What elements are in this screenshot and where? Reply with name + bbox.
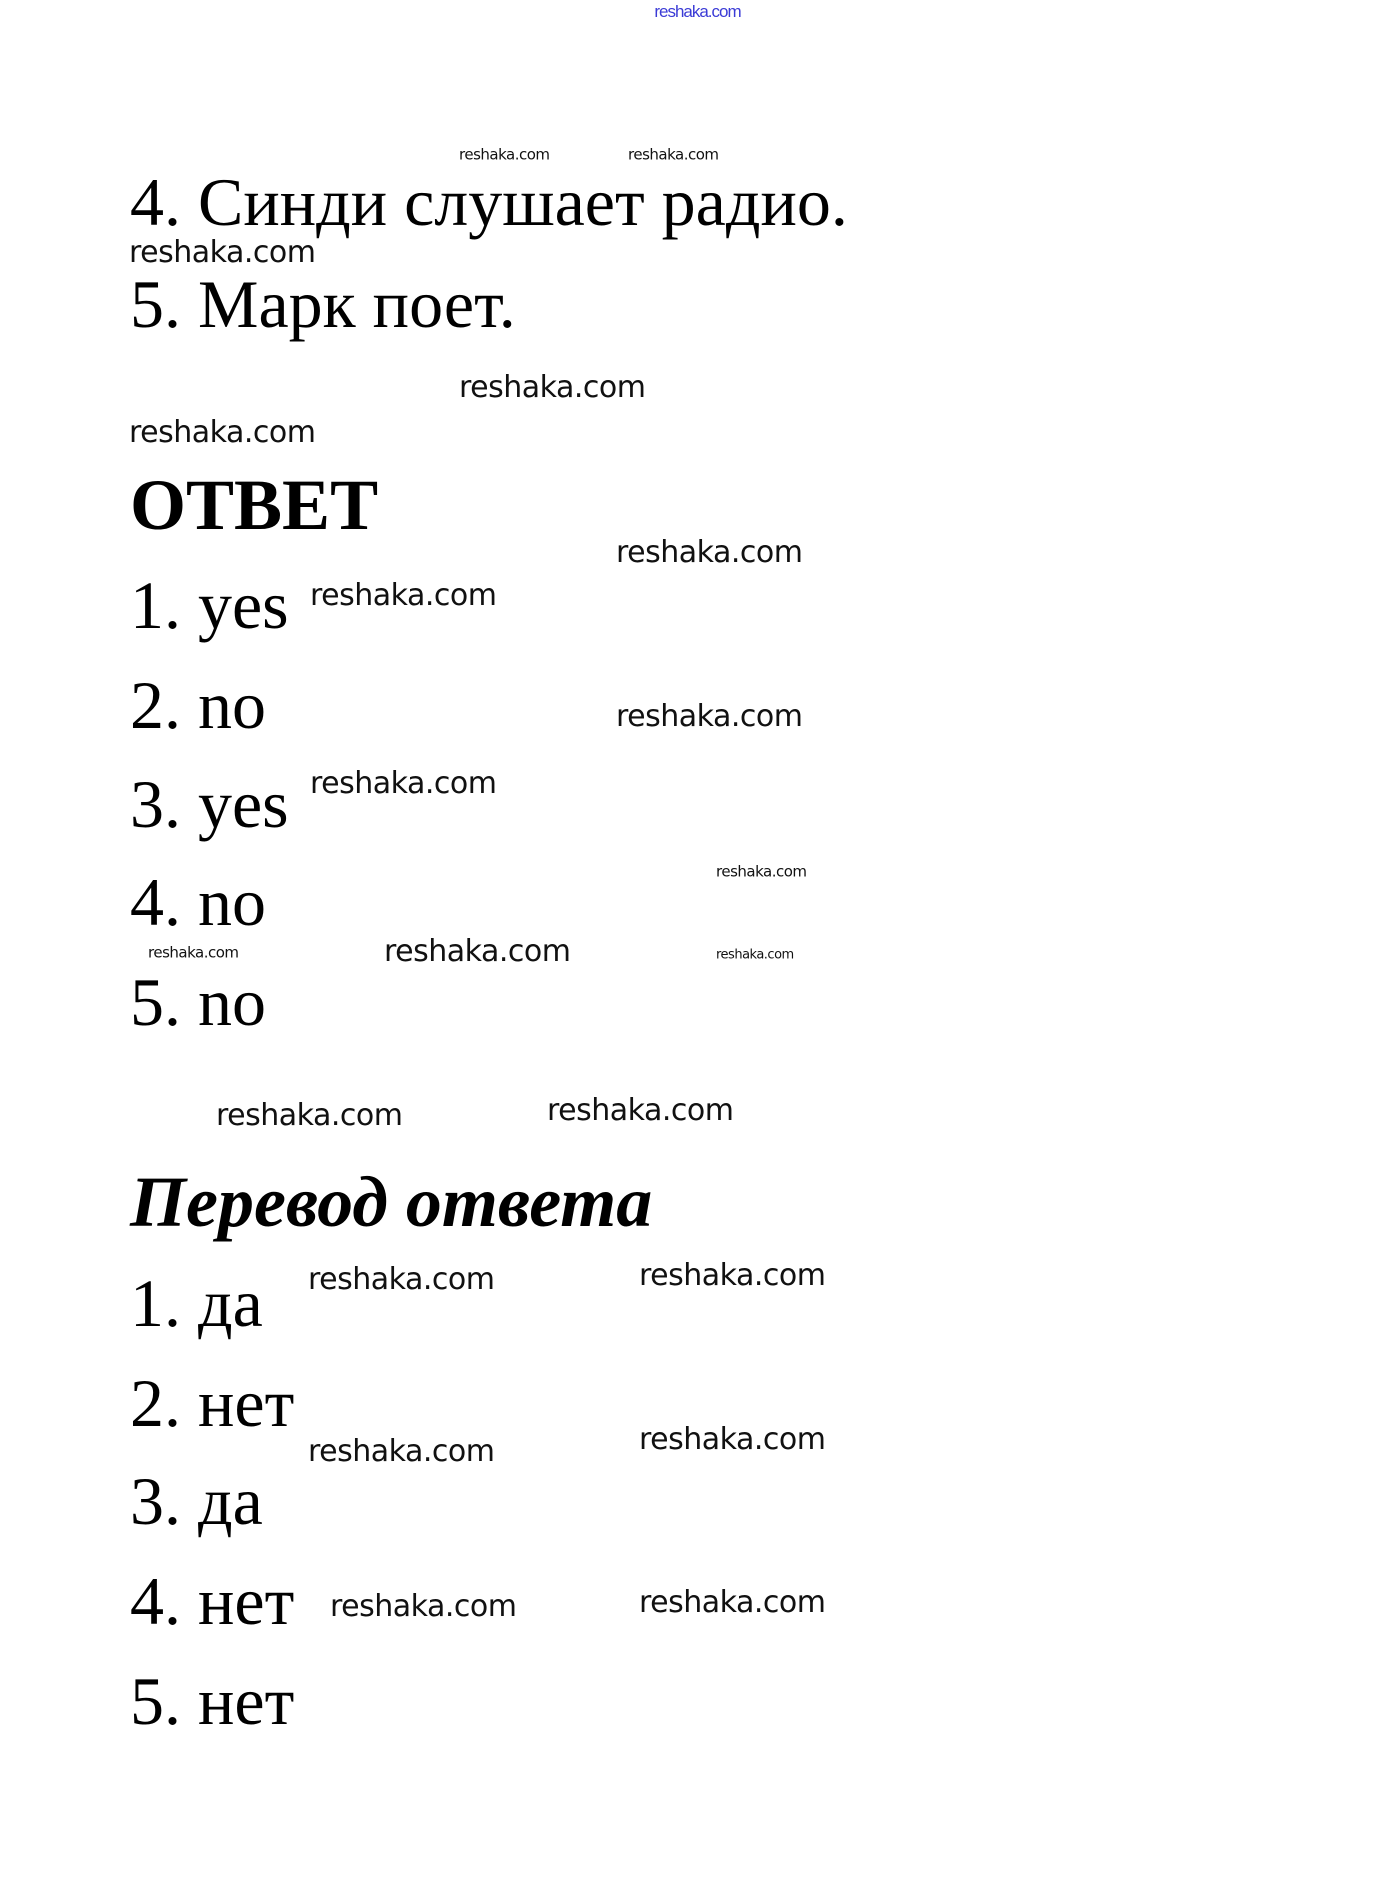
translation-3: 3. да	[130, 1463, 263, 1539]
sentence-5: 5. Марк поет.	[130, 266, 516, 342]
translation-4: 4. нет	[130, 1563, 295, 1639]
translation-2: 2. нет	[130, 1365, 295, 1441]
watermark: reshaka.com	[384, 934, 571, 969]
watermark: reshaka.com	[310, 766, 497, 801]
answer-1: 1. yes	[130, 567, 289, 643]
answer-3: 3. yes	[130, 766, 289, 842]
watermark: reshaka.com	[129, 415, 316, 450]
watermark: reshaka.com	[716, 947, 794, 963]
answer-4: 4. no	[130, 864, 266, 940]
watermark: reshaka.com	[308, 1434, 495, 1469]
watermark: reshaka.com	[148, 943, 239, 962]
answer-5: 5. no	[130, 964, 266, 1040]
watermark: reshaka.com	[639, 1422, 826, 1457]
answer-2: 2. no	[130, 667, 266, 743]
watermark: reshaka.com	[459, 145, 550, 164]
sentence-4: 4. Синди слушает радио.	[130, 164, 848, 240]
watermark: reshaka.com	[628, 145, 719, 164]
translation-5: 5. нет	[130, 1663, 295, 1739]
watermark: reshaka.com	[616, 535, 803, 570]
watermark: reshaka.com	[716, 862, 807, 881]
watermark: reshaka.com	[310, 578, 497, 613]
watermark: reshaka.com	[308, 1262, 495, 1297]
translation-1: 1. да	[130, 1265, 263, 1341]
watermark: reshaka.com	[129, 235, 316, 270]
site-link[interactable]: reshaka.com	[654, 2, 741, 21]
watermark: reshaka.com	[616, 699, 803, 734]
translation-heading: Перевод ответа	[130, 1162, 653, 1242]
watermark: reshaka.com	[639, 1258, 826, 1293]
watermark: reshaka.com	[216, 1098, 403, 1133]
watermark: reshaka.com	[459, 370, 646, 405]
watermark: reshaka.com	[547, 1093, 734, 1128]
watermark: reshaka.com	[330, 1589, 517, 1624]
watermark: reshaka.com	[639, 1585, 826, 1620]
answer-heading: ОТВЕТ	[130, 465, 379, 545]
